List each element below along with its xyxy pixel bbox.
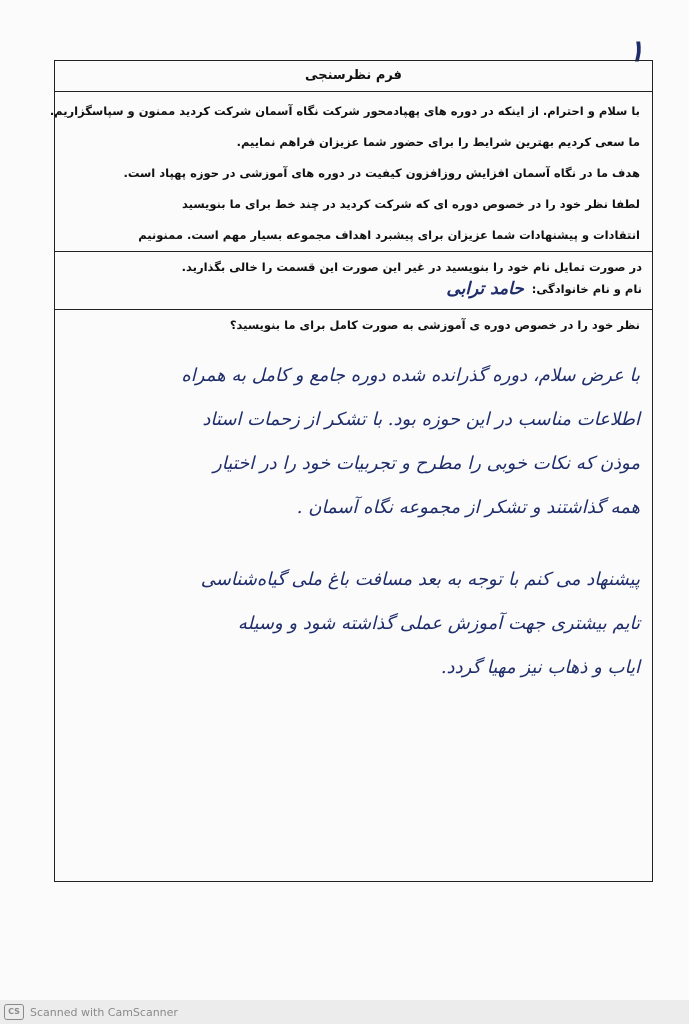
scanner-footer <box>0 1000 689 1024</box>
name-label: نام و نام خانوادگی: <box>531 282 642 296</box>
handwritten-line: همه گذاشتند و تشکر از مجموعه نگاه آسمان . <box>296 497 640 518</box>
handwritten-line: اطلاعات مناسب در این حوزه بود. با تشکر از زحمات استاد <box>202 409 640 430</box>
intro-line: لطفا نظر خود را در خصوص دوره ای که شرکت کردید در چند خط برای ما بنویسید <box>182 197 640 211</box>
survey-form <box>49 60 653 882</box>
handwritten-line: موذن که نکات خوبی را مطرح و تجربیات خود را در اختیار <box>213 453 640 474</box>
intro-line: با سلام و احترام. از اینکه در دوره های پهپادمحور شرکت نگاه آسمان شرکت کردید ممنون و سپاسگزاریم. <box>49 104 640 118</box>
page-number: ۱ <box>628 34 645 69</box>
name-field[interactable]: حامد ترابی <box>446 279 524 299</box>
intro-line: هدف ما در نگاه آسمان افزایش روزافزون کیفیت در دوره های آموزشی در حوزه پهپاد است. <box>123 166 640 180</box>
opinion-section <box>55 310 652 690</box>
handwritten-line: پیشنهاد می کنم با توجه به بعد مسافت باغ ملی گیاه‌شناسی <box>200 569 640 590</box>
handwritten-line: تایم بیشتری جهت آموزش عملی گذاشته شود و وسیله <box>237 613 640 634</box>
name-section <box>55 252 652 310</box>
intro-section <box>49 92 652 252</box>
opinion-answer[interactable] <box>67 354 640 690</box>
intro-line: ما سعی کردیم بهترین شرایط را برای حضور شما عزیزان فراهم نماییم. <box>236 135 640 149</box>
handwritten-line: ایاب و ذهاب نیز مهیا گردد. <box>440 657 640 678</box>
handwritten-line: با عرض سلام، دوره گذرانده شده دوره جامع و کامل به همراه <box>181 365 640 386</box>
opinion-question: نظر خود را در خصوص دوره ی آموزشی به صورت کامل برای ما بنویسید؟ <box>229 318 640 332</box>
intro-line: انتقادات و پیشنهادات شما عزیزان برای پیشبرد اهداف مجموعه بسیار مهم است. ممنونیم <box>138 228 640 242</box>
scanner-watermark-text: Scanned with CamScanner <box>30 1005 178 1019</box>
name-instruction: در صورت تمایل نام خود را بنویسید در غیر این صورت این قسمت را خالی بگذارید. <box>181 260 642 274</box>
form-title: فرم نظرسنجی <box>55 61 652 92</box>
camscanner-logo-icon: CS <box>4 1004 24 1020</box>
name-row <box>65 278 642 300</box>
